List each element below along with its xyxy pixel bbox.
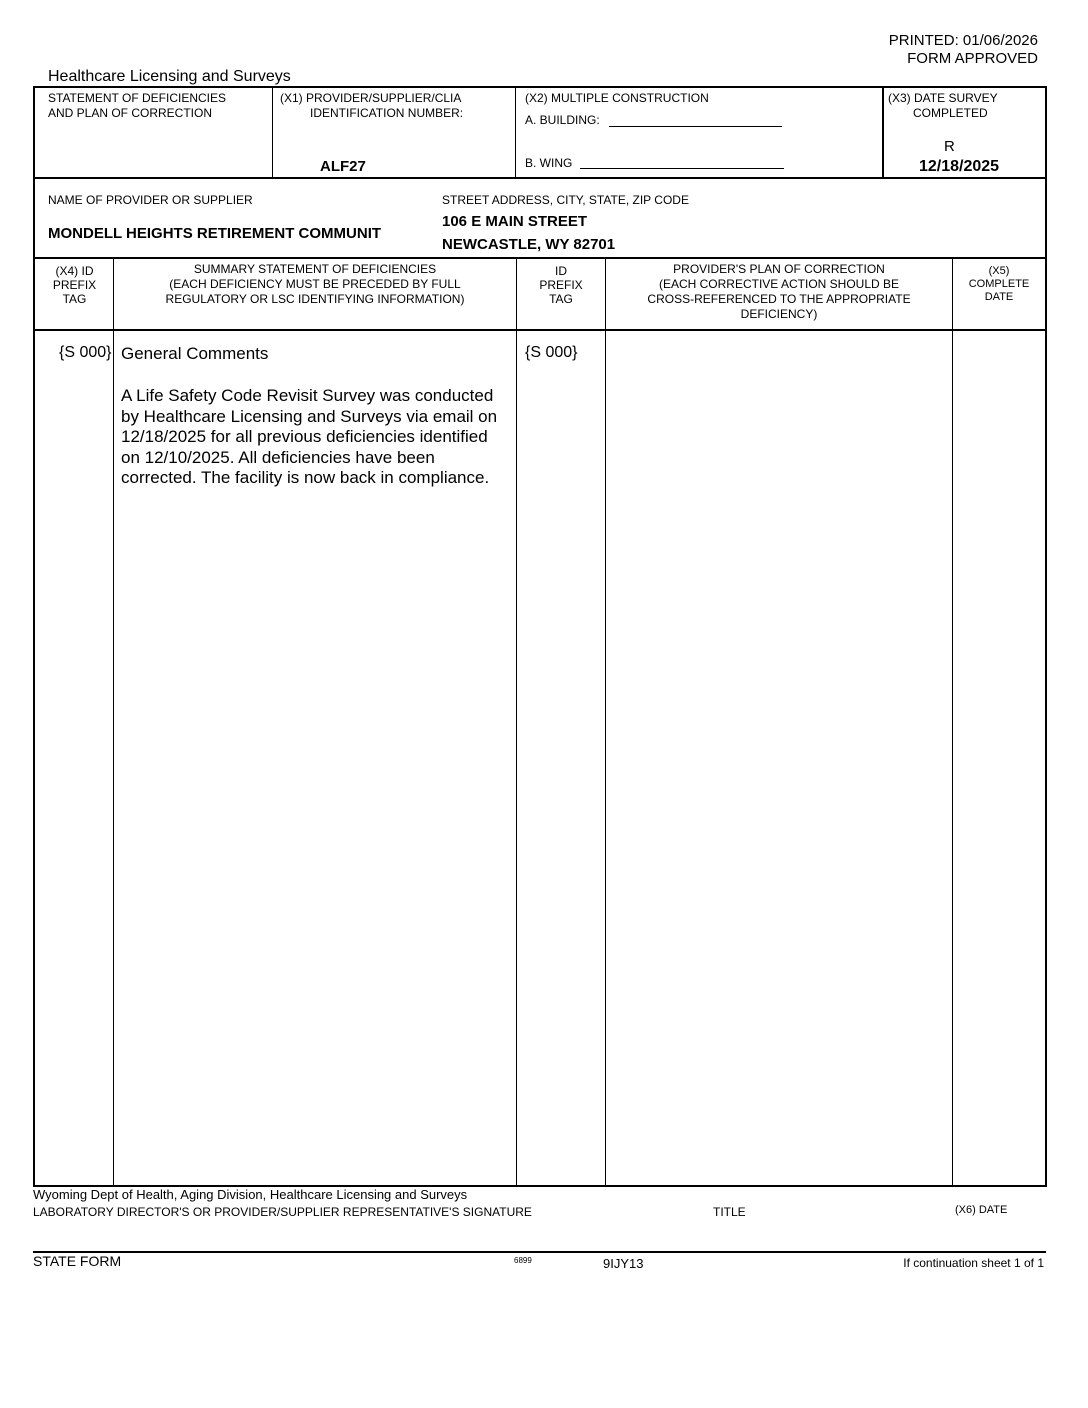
city-state-zip: NEWCASTLE, WY 82701 <box>442 236 616 253</box>
summary-header: SUMMARY STATEMENT OF DEFICIENCIES (EACH DEFICIENCY MUST BE PRECEDED BY FULL REGULATORY OR LSC IDENTIFYING INFORMATION) <box>165 262 465 306</box>
survey-date: 12/18/2025 <box>919 158 1000 175</box>
x2-label: (X2) MULTIPLE CONSTRUCTION <box>525 91 709 105</box>
address-label: STREET ADDRESS, CITY, STATE, ZIP CODE <box>442 193 689 207</box>
plan-header: PROVIDER'S PLAN OF CORRECTION (EACH CORRECTIVE ACTION SHOULD BE CROSS-REFERENCED TO THE APPROPRIATE DEFICIENCY) <box>647 262 911 321</box>
x3-code: R <box>944 138 955 155</box>
form-number: 6899 <box>514 1256 532 1265</box>
x1-label: (X1) PROVIDER/SUPPLIER/CLIA <box>280 91 462 105</box>
provider-name: MONDELL HEIGHTS RETIREMENT COMMUNIT <box>48 225 382 242</box>
x3-label2: COMPLETED <box>913 106 988 120</box>
x4-header: (X4) ID PREFIX TAG <box>52 264 97 306</box>
deficiency-tag: {S 000} <box>59 344 112 361</box>
plan-tag: {S 000} <box>525 344 578 361</box>
title-label: TITLE <box>713 1205 746 1219</box>
wing-line <box>580 168 784 169</box>
x5-header: (X5) COMPLETE DATE <box>968 265 1030 303</box>
id-prefix-header: ID PREFIX TAG <box>539 264 583 306</box>
event-id: 9IJY13 <box>603 1256 644 1271</box>
state-form-label: STATE FORM <box>33 1253 122 1269</box>
footer-agency: Wyoming Dept of Health, Aging Division, Healthcare Licensing and Surveys <box>33 1187 468 1202</box>
building-label: A. BUILDING: <box>525 113 600 127</box>
provider-name-label: NAME OF PROVIDER OR SUPPLIER <box>48 193 253 207</box>
print-info <box>889 32 1038 68</box>
provider-id: ALF27 <box>320 158 366 175</box>
street-address: 106 E MAIN STREET <box>442 213 588 230</box>
comment-body: A Life Safety Code Revisit Survey was conducted by Healthcare Licensing and Surveys via email on 12/18/2025 for all previous deficiencies identified on 12/10/2025. All deficiencies have been corrected. The facility is now back in compliance. <box>121 386 498 487</box>
agency-title: Healthcare Licensing and Surveys <box>48 68 291 85</box>
footer-rule <box>33 1251 1046 1253</box>
x1-label2: IDENTIFICATION NUMBER: <box>310 106 464 120</box>
printed-date: PRINTED: 01/06/2026 <box>888 32 1038 49</box>
form-approved: FORM APPROVED <box>907 50 1038 67</box>
signature-label: LABORATORY DIRECTOR'S OR PROVIDER/SUPPLIER REPRESENTATIVE'S SIGNATURE <box>33 1205 532 1219</box>
statement-label: STATEMENT OF DEFICIENCIES AND PLAN OF CORRECTION <box>48 91 227 120</box>
comment-heading: General Comments <box>121 344 269 363</box>
x3-label: (X3) DATE SURVEY <box>888 91 998 105</box>
continuation-sheet: If continuation sheet 1 of 1 <box>903 1256 1044 1270</box>
x6-date-label: (X6) DATE <box>955 1204 1008 1216</box>
building-line <box>609 126 782 127</box>
wing-label: B. WING <box>525 156 573 170</box>
